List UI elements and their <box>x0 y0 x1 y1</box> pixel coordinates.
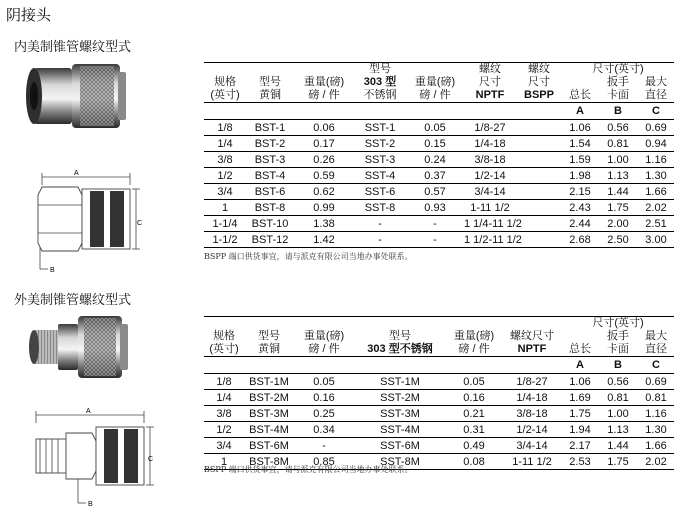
table-cell: 3/8 <box>204 406 244 422</box>
hdr2-diameter-2: 直径 <box>645 343 667 355</box>
table-cell <box>516 120 562 136</box>
table-row <box>204 438 674 454</box>
table-cell: BST-12 <box>246 232 294 248</box>
table-cell: 2.17 <box>562 438 598 454</box>
label-a: A <box>86 408 91 415</box>
table-cell <box>516 200 562 216</box>
table-cell: SST-4M <box>354 422 446 438</box>
table-cell: 0.99 <box>294 200 354 216</box>
table-cell: 0.49 <box>446 438 502 454</box>
table-cell: 2.02 <box>638 454 674 470</box>
table-row <box>204 120 674 136</box>
table-cell: 1 <box>204 200 246 216</box>
table-cell: 0.16 <box>446 390 502 406</box>
table-cell: SST-1M <box>354 374 446 390</box>
table-row <box>204 406 674 422</box>
table-cell: 1/8-27 <box>502 374 562 390</box>
section2-spec-table <box>204 316 674 470</box>
hdr2-a: A <box>562 357 598 374</box>
table-cell: SST-8 <box>354 200 406 216</box>
table-cell: 1-11 1/2 <box>464 200 516 216</box>
table-cell: 2.53 <box>562 454 598 470</box>
table-cell: 1.42 <box>294 232 354 248</box>
table-cell: 3/4 <box>204 438 244 454</box>
table-cell: 0.94 <box>638 136 674 152</box>
table-cell: 1.16 <box>638 406 674 422</box>
table-row <box>204 216 674 232</box>
table-cell: 2.02 <box>638 200 674 216</box>
page-title: 阴接头 <box>6 7 52 24</box>
hdr-c: C <box>638 103 674 120</box>
table-cell: 3/4-14 <box>502 438 562 454</box>
table-cell: 2.00 <box>598 216 638 232</box>
female-npt-dimension-drawing <box>18 165 146 275</box>
hdr2-weight1-2: 磅 / 件 <box>308 343 340 355</box>
hdr2-b: B <box>598 357 638 374</box>
table-cell: 1.69 <box>562 390 598 406</box>
table-cell: 1.06 <box>562 120 598 136</box>
table-cell: 0.21 <box>446 406 502 422</box>
table-row <box>204 200 674 216</box>
table-cell: - <box>406 232 464 248</box>
table-cell: 1/4-18 <box>502 390 562 406</box>
table-cell: 3/8 <box>204 152 246 168</box>
table-cell: 1.44 <box>598 438 638 454</box>
hdr-weight2-1: 重量(磅) <box>414 76 456 88</box>
table-cell: SST-2M <box>354 390 446 406</box>
table-cell: 1.98 <box>562 168 598 184</box>
hdr-b: B <box>598 103 638 120</box>
table-cell: 1.30 <box>638 422 674 438</box>
table-cell: 2.43 <box>562 200 598 216</box>
table-cell: 0.37 <box>406 168 464 184</box>
table-cell: - <box>354 216 406 232</box>
female-npt-coupler-photo <box>20 56 132 144</box>
table-cell: SST-3M <box>354 406 446 422</box>
section1-heading: 内美制锥管螺纹型式 <box>14 39 132 54</box>
table-cell: BST-3M <box>244 406 294 422</box>
table-cell: 1.75 <box>562 406 598 422</box>
table-cell: - <box>406 216 464 232</box>
hdr2-size-2: (英寸) <box>209 343 239 355</box>
table-cell: 0.31 <box>446 422 502 438</box>
label-c: C <box>137 220 143 227</box>
table-cell <box>516 184 562 200</box>
hdr2-weight1-1: 重量(磅) <box>303 330 345 342</box>
table-cell: 3/8-18 <box>502 406 562 422</box>
hdr-brass-2: 黄铜 <box>259 89 281 101</box>
table-cell: 0.17 <box>294 136 354 152</box>
table-cell: 0.15 <box>406 136 464 152</box>
table-row <box>204 232 674 248</box>
hdr-bspp-2: 尺寸 <box>528 76 550 88</box>
male-npt-dimension-drawing <box>18 405 158 515</box>
label-c: C <box>148 456 154 463</box>
hdr2-length: 总长 <box>569 343 591 355</box>
hdr2-brass-2: 黄铜 <box>258 343 280 355</box>
hdr2-ss-1: 型号 <box>389 330 411 342</box>
table-cell: 1/2 <box>204 422 244 438</box>
hdr-nptf-2: 尺寸 <box>479 76 501 88</box>
hdr2-brass-1: 型号 <box>258 330 280 342</box>
hdr-ss-1: 型号 <box>354 63 406 77</box>
table-cell: 0.56 <box>598 120 638 136</box>
table-cell: 3.00 <box>638 232 674 248</box>
table-cell: 0.81 <box>598 136 638 152</box>
table-row <box>204 136 674 152</box>
table-cell: SST-8M <box>354 454 446 470</box>
table-cell: BST-10 <box>246 216 294 232</box>
section1-spec-table <box>204 62 674 248</box>
hdr-a: A <box>562 103 598 120</box>
table-cell: SST-2 <box>354 136 406 152</box>
table-cell: 1.59 <box>562 152 598 168</box>
table-row <box>204 184 674 200</box>
table-cell: 2.15 <box>562 184 598 200</box>
table-cell: 1/8 <box>204 374 244 390</box>
table-cell: 3/8-18 <box>464 152 516 168</box>
hdr2-ss-2: 303 型不锈钢 <box>367 343 433 355</box>
table-row <box>204 168 674 184</box>
section2-note: BSPP 端口供货事宜，请与派克有限公司当地办事处联系。 <box>204 465 413 474</box>
male-npt-coupler-photo <box>20 308 132 388</box>
table-cell: 1-1/2 <box>204 232 246 248</box>
hdr-ss-3: 不锈钢 <box>363 89 397 101</box>
table-cell: 0.93 <box>406 200 464 216</box>
hdr-diameter-1: 最大 <box>645 76 667 88</box>
table-cell: 1/2-14 <box>502 422 562 438</box>
table-cell: 1.75 <box>598 454 638 470</box>
table-cell: 0.69 <box>638 120 674 136</box>
table-cell: SST-3 <box>354 152 406 168</box>
table-cell: 1 1/2-11 1/2 <box>464 233 522 246</box>
table-cell: 0.85 <box>294 454 354 470</box>
table-cell: 1/4-18 <box>464 136 516 152</box>
table-cell: 0.34 <box>294 422 354 438</box>
table-row <box>204 374 674 390</box>
hdr2-nptf-1: 螺纹尺寸 <box>510 330 554 342</box>
table-cell: BST-6 <box>246 184 294 200</box>
hdr-nptf-3: NPTF <box>475 89 505 101</box>
table-cell: 1/8-27 <box>464 120 516 136</box>
table-cell <box>516 232 562 248</box>
hdr-nptf-1: 螺纹 <box>464 63 516 77</box>
table-cell: 0.16 <box>294 390 354 406</box>
table-cell: 1-1/4 <box>204 216 246 232</box>
hdr-wrench-1: 扳手 <box>607 76 629 88</box>
table-cell: 0.56 <box>598 374 638 390</box>
hdr-weight1-2: 磅 / 件 <box>308 89 340 101</box>
hdr-size-2: (英寸) <box>210 89 240 101</box>
table-cell <box>516 152 562 168</box>
table-cell: 1.75 <box>598 200 638 216</box>
hdr-dims-group: 尺寸(英寸) <box>562 63 674 77</box>
table-cell: 0.05 <box>406 120 464 136</box>
hdr2-dims-group: 尺寸(英寸) <box>562 317 674 331</box>
table-cell: 1-11 1/2 <box>502 454 562 470</box>
hdr-bspp-1: 螺纹 <box>516 63 562 77</box>
label-b: B <box>88 501 93 508</box>
hdr2-weight2-1: 重量(磅) <box>453 330 495 342</box>
table-cell: SST-6 <box>354 184 406 200</box>
table-row <box>204 152 674 168</box>
table-cell: 0.69 <box>638 374 674 390</box>
table-cell: 0.81 <box>638 390 674 406</box>
table-cell: 0.62 <box>294 184 354 200</box>
hdr2-diameter-1: 最大 <box>645 330 667 342</box>
hdr-size-1: 规格 <box>214 76 236 88</box>
table-cell: 1 <box>204 454 244 470</box>
table-cell: SST-6M <box>354 438 446 454</box>
hdr2-nptf-2: NPTF <box>517 343 547 355</box>
table-cell: BST-1 <box>246 120 294 136</box>
table-cell: BST-8M <box>244 454 294 470</box>
table-cell: 1 1/4-11 1/2 <box>464 217 522 230</box>
table-cell <box>516 216 562 232</box>
hdr-length: 总长 <box>569 89 591 101</box>
hdr-ss-2: 303 型 <box>363 76 397 88</box>
table-cell: 1.66 <box>638 184 674 200</box>
table-cell <box>516 136 562 152</box>
table-cell: 0.24 <box>406 152 464 168</box>
table-cell: 1.00 <box>598 406 638 422</box>
table-cell: 2.51 <box>638 216 674 232</box>
section2-heading: 外美制锥管螺纹型式 <box>14 292 132 307</box>
table-cell: BST-3 <box>246 152 294 168</box>
table-cell: 2.44 <box>562 216 598 232</box>
table-cell: SST-4 <box>354 168 406 184</box>
table-cell: 1.66 <box>638 438 674 454</box>
table-cell: BST-8 <box>246 200 294 216</box>
table-cell: 1.94 <box>562 422 598 438</box>
table-cell: BST-4 <box>246 168 294 184</box>
table-cell: 0.06 <box>294 120 354 136</box>
table-cell: BST-2 <box>246 136 294 152</box>
table-row <box>204 422 674 438</box>
hdr2-size-1: 规格 <box>213 330 235 342</box>
table-cell: 1.38 <box>294 216 354 232</box>
table-cell: 0.25 <box>294 406 354 422</box>
table-cell: 0.26 <box>294 152 354 168</box>
table-cell: BST-2M <box>244 390 294 406</box>
table-cell: 1.54 <box>562 136 598 152</box>
table-cell: 1/8 <box>204 120 246 136</box>
table-cell: 1/4 <box>204 136 246 152</box>
table-cell: 1.06 <box>562 374 598 390</box>
hdr-wrench-2: 卡面 <box>607 89 629 101</box>
table-cell: 1/2 <box>204 168 246 184</box>
table-cell: - <box>294 438 354 454</box>
table-cell: 0.08 <box>446 454 502 470</box>
table-row <box>204 390 674 406</box>
table-cell: 1.13 <box>598 422 638 438</box>
hdr-brass-1: 型号 <box>259 76 281 88</box>
table-cell: - <box>354 232 406 248</box>
table-cell: 0.05 <box>294 374 354 390</box>
table-cell: 0.05 <box>446 374 502 390</box>
label-b: B <box>50 267 55 274</box>
table-cell: 1/4 <box>204 390 244 406</box>
table-cell: 3/4 <box>204 184 246 200</box>
table-cell: 2.68 <box>562 232 598 248</box>
table-cell: 0.57 <box>406 184 464 200</box>
hdr-diameter-2: 直径 <box>645 89 667 101</box>
hdr-weight1-1: 重量(磅) <box>303 76 345 88</box>
label-a: A <box>74 170 79 177</box>
table-cell: 1.13 <box>598 168 638 184</box>
section1-note: BSPP 端口供货事宜，请与派克有限公司当地办事处联系。 <box>204 252 413 261</box>
table-cell: BST-1M <box>244 374 294 390</box>
table-cell: 1.16 <box>638 152 674 168</box>
table-cell: BST-6M <box>244 438 294 454</box>
hdr-bspp-3: BSPP <box>524 89 554 101</box>
table-cell <box>516 168 562 184</box>
table-cell: SST-1 <box>354 120 406 136</box>
hdr2-weight2-2: 磅 / 件 <box>458 343 490 355</box>
hdr2-wrench-2: 卡面 <box>607 343 629 355</box>
table-cell: 1.44 <box>598 184 638 200</box>
table-cell: 0.81 <box>598 390 638 406</box>
hdr2-wrench-1: 扳手 <box>607 330 629 342</box>
hdr-weight2-2: 磅 / 件 <box>419 89 451 101</box>
hdr2-c: C <box>638 357 674 374</box>
table-cell: 1.00 <box>598 152 638 168</box>
table-cell: 1/2-14 <box>464 168 516 184</box>
table-cell: 3/4-14 <box>464 184 516 200</box>
table-cell: 0.59 <box>294 168 354 184</box>
table-cell: BST-4M <box>244 422 294 438</box>
table-cell: 1.30 <box>638 168 674 184</box>
table-cell: 2.50 <box>598 232 638 248</box>
